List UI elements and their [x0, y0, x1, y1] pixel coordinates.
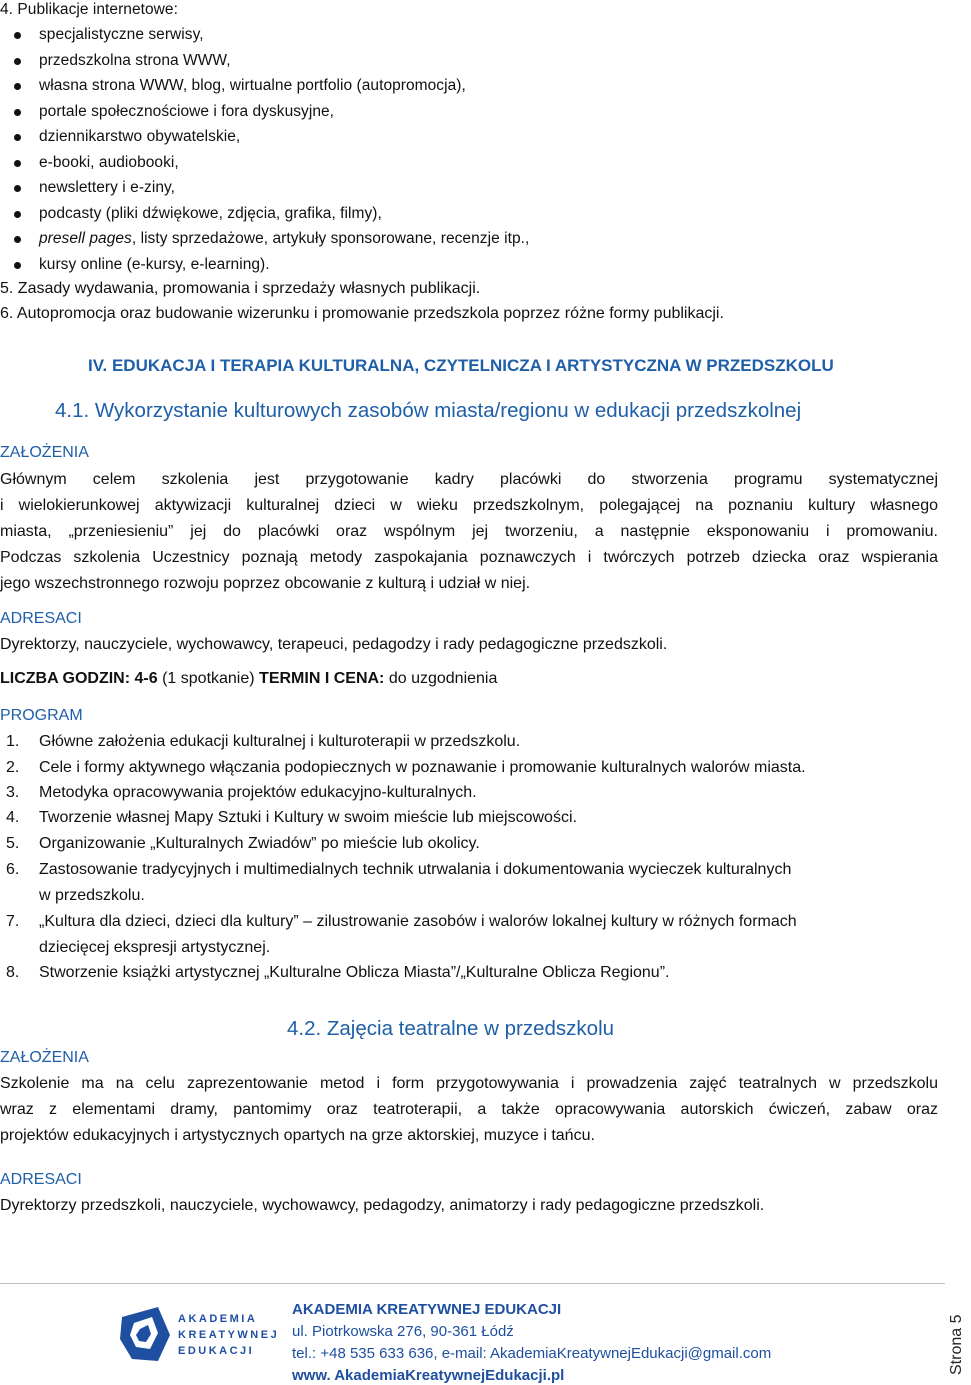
- bullet-dot: [14, 32, 21, 39]
- program-number: 3.: [6, 784, 20, 801]
- hours-value: 4-6: [134, 670, 158, 687]
- logo-text-2: KREATYWNEJ: [178, 1329, 280, 1341]
- adresaci-label: ADRESACI: [0, 610, 82, 627]
- paragraph-line: projektów edukacyjnych i artystycznych opartych na grze aktorskiej, muzyce i tańcu.: [0, 1127, 595, 1144]
- list-item: specjalistyczne serwisy,: [39, 26, 204, 43]
- program-number: 7.: [6, 913, 20, 930]
- org-address: ul. Piotrkowska 276, 90-361 Łódź: [292, 1323, 514, 1340]
- paragraph-line: Podczas szkolenia Uczestnicy poznają metody zaspokajania poznawczych i twórczych potrzeb dziecka oraz wspierania: [0, 549, 938, 566]
- adresaci-text: Dyrektorzy, nauczyciele, wychowawcy, terapeuci, pedagodzy i rady pedagogiczne przedszkoli.: [0, 636, 668, 653]
- section-4-item-6: 6. Autopromocja oraz budowanie wizerunku i promowanie przedszkola poprzez różne formy publikacji.: [0, 305, 724, 322]
- program-label: PROGRAM: [0, 707, 83, 724]
- hours-label: LICZBA GODZIN:: [0, 670, 131, 687]
- program-number: 8.: [6, 964, 20, 981]
- bullet-dot: [14, 211, 21, 218]
- program-item-cont: dziecięcej ekspresji artystycznej.: [39, 939, 271, 956]
- program-item: Tworzenie własnej Mapy Sztuki i Kultury w swoim mieście lub miejscowości.: [39, 809, 577, 826]
- academy-logo: [118, 1305, 280, 1363]
- list-item: podcasty (pliki dźwiękowe, zdjęcia, grafika, filmy),: [39, 205, 382, 222]
- list-item: kursy online (e-kursy, e-learning).: [39, 256, 270, 273]
- list-item: portale społecznościowe i fora dyskusyjne,: [39, 103, 335, 120]
- list-item: dziennikarstwo obywatelskie,: [39, 128, 241, 145]
- bullet-dot: [14, 134, 21, 141]
- logo-mark-icon: [118, 1305, 280, 1363]
- program-item: Zastosowanie tradycyjnych i multimedialnych technik utrwalania i dokumentowania wycieczek kulturalnych: [39, 861, 792, 878]
- program-item-cont: w przedszkolu.: [39, 887, 145, 904]
- program-number: 5.: [6, 835, 20, 852]
- org-website: www. AkademiaKreatywnejEdukacji.pl: [292, 1367, 565, 1384]
- bullet-dot: [14, 262, 21, 269]
- term-value: do uzgodnienia: [388, 670, 498, 687]
- bullet-dot: [14, 58, 21, 65]
- logo-text-1: AKADEMIA: [178, 1313, 258, 1325]
- term-label: TERMIN I CENA:: [259, 670, 385, 687]
- program-number: 1.: [6, 733, 20, 750]
- hours-note: (1 spotkanie): [162, 670, 255, 687]
- section-4-2-heading: 4.2. Zajęcia teatralne w przedszkolu: [287, 1017, 615, 1040]
- list-item: newslettery i e-ziny,: [39, 179, 176, 196]
- paragraph-line: Szkolenie ma na celu zaprezentowanie metod i form przygotowywania i prowadzenia zajęć teatralnych w przedszkolu: [0, 1075, 938, 1092]
- list-item: własna strona WWW, blog, wirtualne portfolio (autopromocja),: [39, 77, 466, 94]
- section-4-title: 4. Publikacje internetowe:: [0, 1, 178, 18]
- program-number: 6.: [6, 861, 20, 878]
- section-4-item-5: 5. Zasady wydawania, promowania i sprzedaży własnych publikacji.: [0, 280, 481, 297]
- adresaci-text: Dyrektorzy przedszkoli, nauczyciele, wychowawcy, pedagodzy, animatorzy i rady pedagogiczne przedszkoli.: [0, 1197, 765, 1214]
- list-item: e-booki, audiobooki,: [39, 154, 179, 171]
- italic-term: presell pages: [39, 230, 132, 247]
- paragraph-line: Głównym celem szkolenia jest przygotowanie kadry placówki do stworzenia programu systematycznej: [0, 471, 938, 488]
- bullet-dot: [14, 83, 21, 90]
- page-number-text: Strona 5: [948, 1314, 965, 1375]
- zalozenia-label: ZAŁOŻENIA: [0, 1049, 89, 1066]
- program-item: Organizowanie „Kulturalnych Zwiadów” po mieście lub okolicy.: [39, 835, 480, 852]
- logo-text-3: EDUKACJI: [178, 1345, 255, 1357]
- program-number: 4.: [6, 809, 20, 826]
- chapter-title: IV. EDUKACJA I TERAPIA KULTURALNA, CZYTELNICZA I ARTYSTYCZNA W PRZEDSZKOLU: [88, 356, 834, 375]
- paragraph-line: miasta, „przeniesieniu” jej do placówki oraz wspólnym jej tworzeniu, a następnie eksponowaniu i promowaniu.: [0, 523, 938, 540]
- org-name: AKADEMIA KREATYWNEJ EDUKACJI: [292, 1301, 562, 1318]
- paragraph-line: jego wszechstronnego rozwoju poprzez obcowanie z kulturą i udział w niej.: [0, 575, 531, 592]
- bullet-dot: [14, 109, 21, 116]
- program-item: Metodyka opracowywania projektów edukacyjno-kulturalnych.: [39, 784, 477, 801]
- paragraph-line: i wielokierunkowej aktywizacji kulturalnej dzieci w wieku przedszkolnym, polegającej na poznaniu kultury własnego: [0, 497, 938, 514]
- program-item: „Kultura dla dzieci, dzieci dla kultury” – zilustrowanie zasobów i walorów lokalnej kultury w różnych formach: [39, 913, 797, 930]
- list-item: przedszkolna strona WWW,: [39, 52, 231, 69]
- paragraph-line: wraz z elementami dramy, pantomimy oraz teatroterapii, a także opracowywania autorskich ćwiczeń, zabaw oraz: [0, 1101, 938, 1118]
- bullet-dot: [14, 236, 21, 243]
- program-number: 2.: [6, 759, 20, 776]
- bullet-dot: [14, 185, 21, 192]
- org-contact: tel.: +48 535 633 636, e-mail: AkademiaKreatywnejEdukacji@gmail.com: [292, 1345, 772, 1362]
- program-item: Stworzenie książki artystycznej „Kulturalne Oblicza Miasta”/„Kulturalne Oblicza Regionu”.: [39, 964, 670, 981]
- zalozenia-label: ZAŁOŻENIA: [0, 444, 89, 461]
- list-item: [39, 229, 529, 249]
- page-number-label: [941, 1300, 971, 1380]
- section-4-1-heading: 4.1. Wykorzystanie kulturowych zasobów miasta/regionu w edukacji przedszkolnej: [55, 399, 802, 422]
- list-item-rest: , listy sprzedażowe, artykuły sponsorowane, recenzje itp.,: [131, 230, 530, 247]
- program-item: Główne założenia edukacji kulturalnej i kulturoterapii w przedszkolu.: [39, 733, 521, 750]
- footer-divider: [0, 1283, 945, 1284]
- adresaci-label: ADRESACI: [0, 1171, 82, 1188]
- bullet-dot: [14, 160, 21, 167]
- program-item: Cele i formy aktywnego włączania podopiecznych w poznawanie i promowanie kulturalnych walorów miasta.: [39, 759, 806, 776]
- hours-term-line: [0, 669, 497, 689]
